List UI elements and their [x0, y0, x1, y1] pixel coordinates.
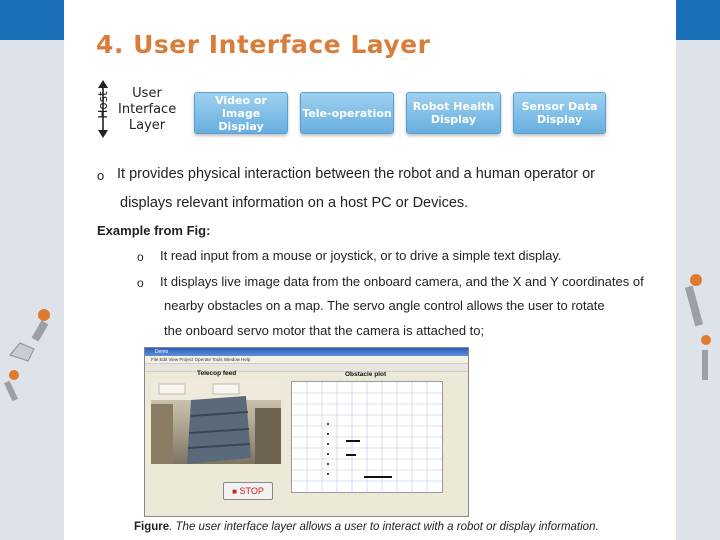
bullet-marker: o	[97, 168, 105, 183]
layer-label-line: User	[132, 86, 162, 101]
layer-label-line: Interface	[118, 102, 177, 117]
caption-bold: Figure	[134, 521, 170, 533]
sub-bullet-text: It read input from a mouse or joystick, or to drive a simple text display.	[160, 248, 562, 263]
left-accent-band	[0, 0, 64, 40]
layer-label	[118, 86, 176, 134]
obstacle-plot-label: Obstacle plot	[345, 371, 387, 378]
bullet-marker: o	[137, 250, 144, 264]
stop-label: STOP	[239, 486, 264, 496]
figure-toolbar	[145, 364, 468, 372]
host-label: Host	[96, 91, 110, 119]
sensor-data-box	[513, 92, 606, 134]
obstacle-plot	[291, 381, 443, 493]
figure-caption	[134, 521, 599, 533]
camera-scene-graphic	[151, 378, 281, 464]
example-heading: Example from Fig:	[97, 223, 211, 238]
obstacle-plot-graphic	[292, 382, 442, 492]
left-background	[0, 0, 64, 540]
box-text: Tele-operation	[302, 106, 392, 120]
caption-text: . The user interface layer allows a user to interact with a robot or display information.	[169, 521, 599, 533]
video-display-box	[194, 92, 288, 134]
robot-arm-decoration-left	[0, 295, 60, 405]
box-text: Display	[430, 113, 477, 126]
robot-health-box	[406, 92, 501, 134]
intro-text-line: displays relevant information on a host PC or Devices.	[120, 195, 469, 211]
sub-bullet-text: It displays live image data from the onboard camera, and the X and Y coordinates of	[160, 274, 644, 289]
box-text: Display	[536, 113, 583, 126]
figure-window-title: Demo	[145, 348, 468, 356]
teleop-feed-label: Telecop feed	[197, 370, 237, 377]
camera-image	[151, 378, 281, 464]
stop-icon: ■	[232, 487, 237, 496]
intro-text-line: It provides physical interaction between the robot and a human operator or	[117, 166, 595, 182]
figure-screenshot	[144, 347, 469, 517]
box-text: Display	[218, 119, 264, 133]
bullet-marker: o	[137, 276, 144, 290]
sub-bullet-text: the onboard servo motor that the camera is attached to;	[164, 323, 485, 338]
right-accent-band	[676, 0, 720, 40]
stop-button[interactable]	[223, 482, 273, 500]
teleoperation-box	[300, 92, 394, 134]
box-text: Sensor Data	[521, 100, 598, 113]
layer-label-line: Layer	[128, 118, 166, 133]
robot-arm-decoration-right	[676, 190, 720, 390]
box-text: Video or Image	[215, 93, 267, 120]
figure-menu-bar: File Edit View Project Operate Tools Window Help	[145, 356, 468, 364]
slide-title: 4. User Interface Layer	[96, 30, 431, 59]
box-text: Robot Health	[412, 100, 495, 113]
sub-bullet-text: nearby obstacles on a map. The servo angle control allows the user to rotate	[164, 298, 605, 313]
